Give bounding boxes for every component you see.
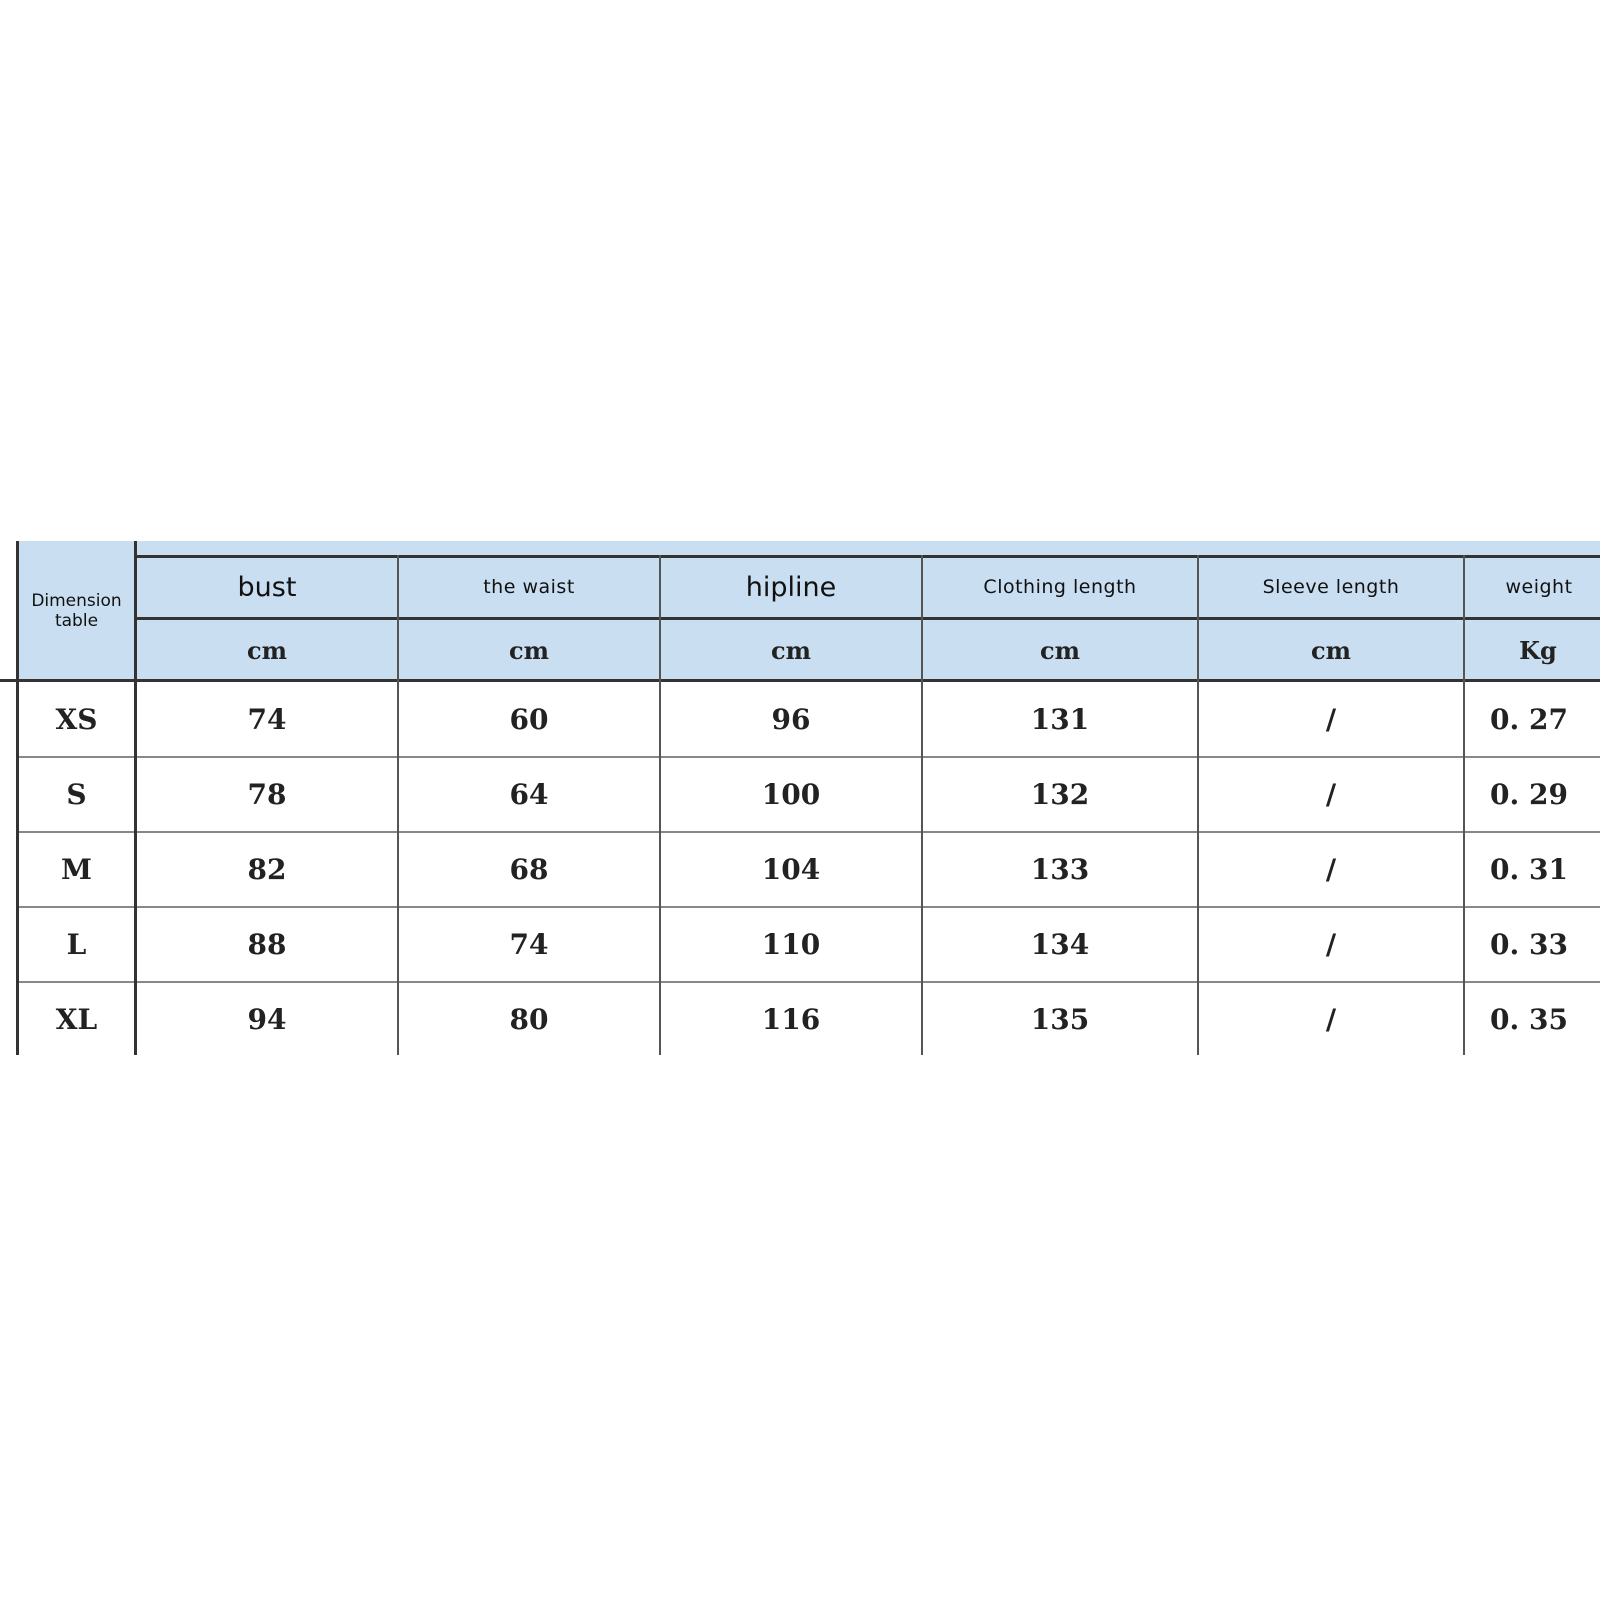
grid-line [16,541,19,1055]
table-cell: 74 [509,927,549,961]
table-cell: 110 [761,927,821,961]
table-cell: 0. 27 [1490,702,1568,736]
size-label-l: L [66,927,87,961]
grid-line [19,756,1600,758]
corner-header-cell [19,543,134,679]
table-cell: / [1325,927,1337,961]
table-cell: 80 [509,1002,549,1036]
grid-line [19,981,1600,983]
size-label-s: S [66,777,87,811]
table-cell: / [1325,1002,1337,1036]
grid-line [921,555,923,1055]
table-cell: 0. 35 [1490,1002,1568,1036]
grid-line [136,617,1600,620]
column-header-clothing-length: Clothing length [983,576,1137,598]
unit-sleeve-length: cm [1310,635,1351,665]
table-cell: 0. 33 [1490,927,1568,961]
table-cell: 0. 29 [1490,777,1568,811]
table-cell: 96 [771,702,811,736]
table-cell: 94 [247,1002,287,1036]
grid-line [19,906,1600,908]
unit-hipline: cm [770,635,811,665]
grid-line [136,555,1600,558]
table-cell: 135 [1030,1002,1090,1036]
unit-waist: cm [508,635,549,665]
unit-bust: cm [246,635,287,665]
grid-line [19,831,1600,833]
size-label-xl: XL [55,1002,98,1036]
size-label-m: M [61,852,92,886]
table-cell: 131 [1030,702,1090,736]
column-header-waist: the waist [483,576,575,598]
table-cell: / [1325,777,1337,811]
table-cell: 60 [509,702,549,736]
table-cell: 134 [1030,927,1090,961]
grid-line [0,679,1600,682]
table-cell: / [1325,702,1337,736]
size-label-xs: XS [55,702,98,736]
table-cell: 116 [761,1002,821,1036]
corner-label-line2: table [54,611,99,631]
table-cell: 104 [761,852,821,886]
column-header-hipline: hipline [745,571,837,603]
table-cell: 132 [1030,777,1090,811]
table-cell: 74 [247,702,287,736]
table-cell: 64 [509,777,549,811]
table-cell: / [1325,852,1337,886]
grid-line [134,541,137,1055]
unit-clothing-length: cm [1039,635,1080,665]
grid-line [1463,555,1465,1055]
table-cell: 100 [761,777,821,811]
table-cell: 0. 31 [1490,852,1568,886]
table-cell: 88 [247,927,287,961]
column-header-sleeve-length: Sleeve length [1262,576,1400,598]
table-cell: 82 [247,852,287,886]
table-cell: 78 [247,777,287,811]
grid-line [659,555,661,1055]
column-header-weight: weight [1505,576,1573,598]
grid-line [1197,555,1199,1055]
unit-weight: Kg [1519,635,1557,665]
grid-line [397,555,399,1055]
table-cell: 133 [1030,852,1090,886]
size-chart-table [0,541,1600,1055]
column-header-bust: bust [237,571,297,603]
corner-label-line1: Dimension [31,591,122,611]
table-cell: 68 [509,852,549,886]
